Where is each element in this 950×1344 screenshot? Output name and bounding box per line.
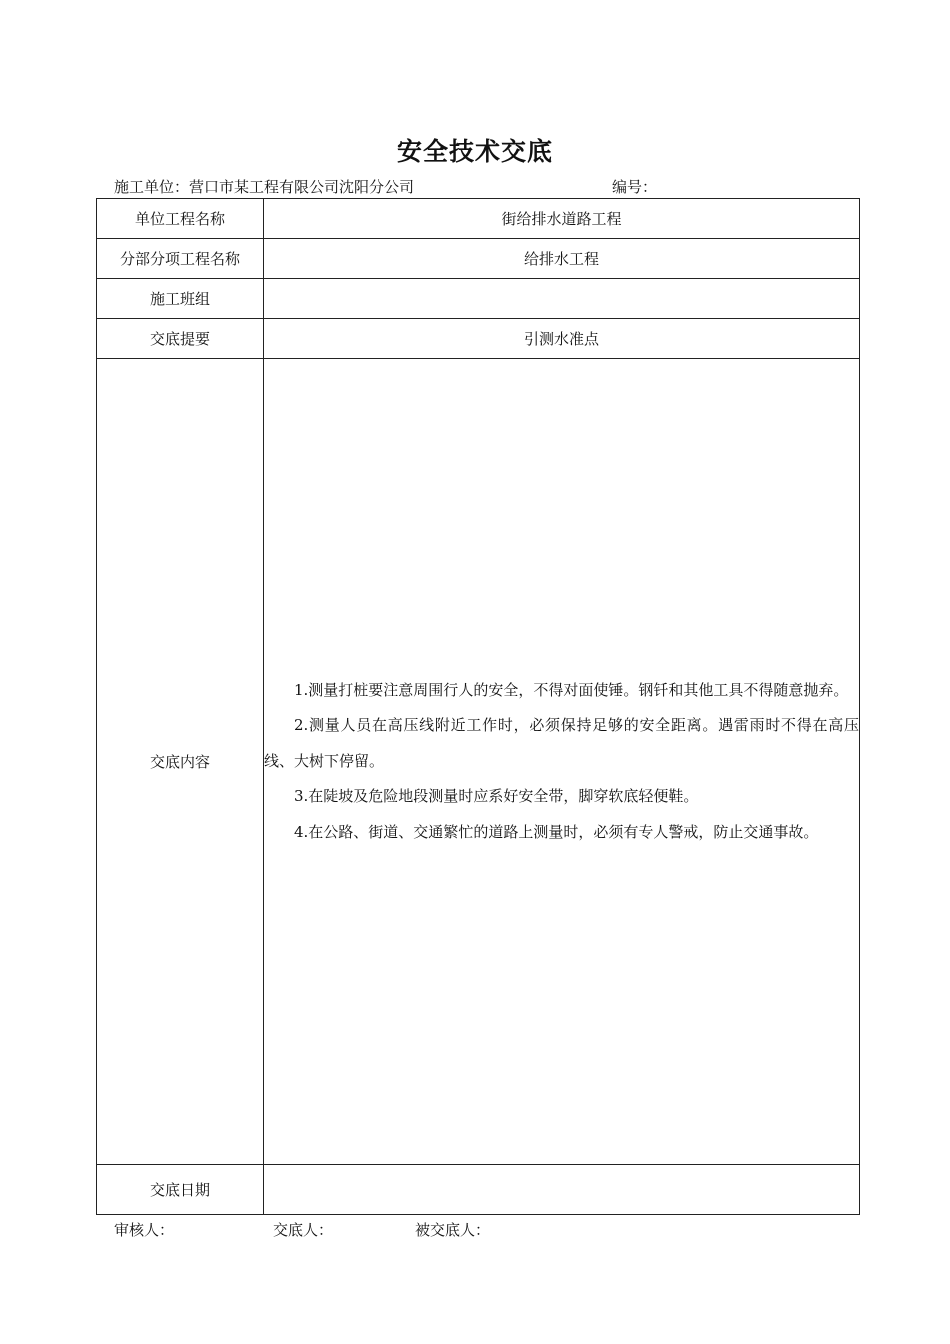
summary-value: 引测水准点	[264, 319, 860, 359]
unit-project-value: 街给排水道路工程	[264, 199, 860, 239]
table-row	[97, 199, 860, 239]
table-row	[97, 1165, 860, 1215]
sub-project-value: 给排水工程	[264, 239, 860, 279]
date-value	[264, 1165, 860, 1215]
document-number-label: 编号：	[612, 178, 658, 196]
team-label: 施工班组	[97, 279, 264, 319]
table-row	[97, 239, 860, 279]
content-cell	[264, 359, 860, 1165]
content-paragraph: 1.测量打桩要注意周围行人的安全，不得对面使锤。钢钎和其他工具不得随意抛弃。	[294, 680, 849, 699]
disclosure-table	[96, 198, 860, 1215]
receiver-label: 被交底人：	[415, 1221, 491, 1239]
content-paragraph: 2.测量人员在高压线附近工作时，必须保持足够的安全距离。遇雷雨时不得在高压线、大树下停留。	[264, 716, 859, 770]
unit-project-label: 单位工程名称	[97, 199, 264, 239]
table-row	[97, 359, 860, 1165]
content-paragraph: 4.在公路、街道、交通繁忙的道路上测量时，必须有专人警戒，防止交通事故。	[294, 822, 819, 841]
sub-project-label: 分部分项工程名称	[97, 239, 264, 279]
table-row	[97, 279, 860, 319]
content-body	[264, 673, 859, 851]
team-value	[264, 279, 860, 319]
content-label: 交底内容	[97, 359, 264, 1165]
date-label: 交底日期	[97, 1165, 264, 1215]
document-title: 安全技术交底	[396, 137, 553, 166]
table-row	[97, 319, 860, 359]
construction-unit: 施工单位：营口市某工程有限公司沈阳分公司	[114, 178, 415, 196]
discloser-label: 交底人：	[273, 1221, 334, 1239]
reviewer-label: 审核人：	[114, 1221, 175, 1239]
summary-label: 交底提要	[97, 319, 264, 359]
content-paragraph: 3.在陡坡及危险地段测量时应系好安全带，脚穿软底轻便鞋。	[294, 787, 699, 806]
